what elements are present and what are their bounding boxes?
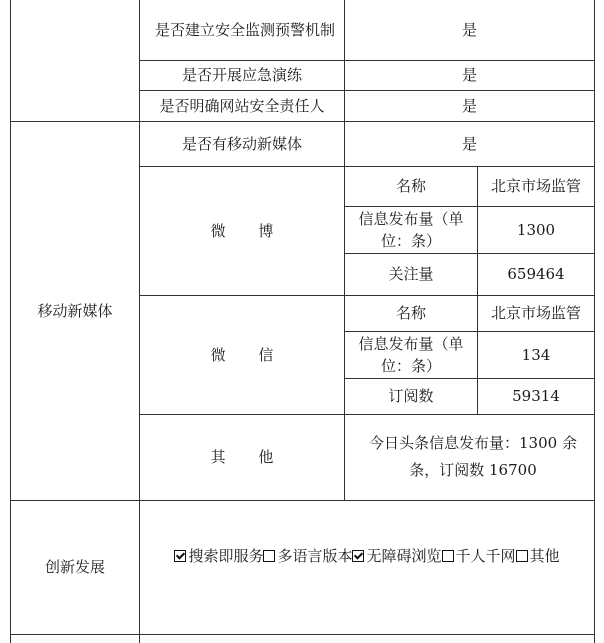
innovation-option[interactable] — [352, 547, 441, 565]
drill-label: 是否开展应急演练 — [181, 66, 302, 84]
weibo-label: 微 博 — [210, 221, 288, 240]
table-border-right — [594, 0, 595, 643]
innovation-options — [140, 500, 594, 612]
weibo-followers-value: 659464 — [507, 265, 565, 283]
wechat-subs-value: 59314 — [512, 387, 560, 405]
wechat-posts-label: 信息发布量（单位：条） — [358, 334, 464, 375]
drill-value: 是 — [461, 66, 477, 84]
innovation-option[interactable] — [442, 547, 516, 565]
wechat-subs-label: 订阅数 — [388, 387, 434, 405]
innovation-option-label: 无障碍浏览 — [366, 547, 442, 565]
weibo-posts-label: 信息发布量（单位：条） — [358, 209, 464, 250]
other-media-label: 其 他 — [210, 448, 288, 466]
unchecked-checkbox-icon[interactable] — [442, 550, 454, 562]
checked-checkbox-icon[interactable] — [174, 550, 186, 562]
weibo-name-value: 北京市场监管 — [490, 177, 581, 195]
weibo-name-label: 名称 — [395, 177, 426, 195]
table-border-bottom — [10, 634, 595, 635]
innovation-option-label: 搜索即服务 — [188, 547, 264, 565]
unchecked-checkbox-icon[interactable] — [263, 550, 275, 562]
weibo-posts-value: 1300 — [516, 220, 556, 239]
weibo-followers-label: 关注量 — [388, 265, 434, 283]
innovation-option[interactable] — [516, 547, 560, 565]
other-media-value: 今日头条信息发布量：1300 余条，订阅数 16700 — [369, 434, 577, 479]
wechat-posts-value: 134 — [521, 345, 551, 364]
monitoring-label: 是否建立安全监测预警机制 — [154, 21, 335, 39]
innovation-option[interactable] — [174, 547, 263, 565]
monitoring-value: 是 — [461, 21, 477, 39]
has-mobile-media-label: 是否有移动新媒体 — [181, 134, 302, 153]
innovation-section-label: 创新发展 — [44, 558, 105, 576]
mobile-media-section-label: 移动新媒体 — [37, 301, 113, 320]
wechat-name-label: 名称 — [395, 304, 426, 322]
innovation-option[interactable] — [263, 547, 352, 565]
unchecked-checkbox-icon[interactable] — [516, 550, 528, 562]
responsible-value: 是 — [461, 96, 477, 115]
innovation-option-label: 多语言版本 — [277, 547, 353, 565]
innovation-option-label: 千人千网 — [455, 547, 516, 565]
wechat-name-value: 北京市场监管 — [490, 304, 581, 322]
checked-checkbox-icon[interactable] — [352, 550, 364, 562]
responsible-label: 是否明确网站安全责任人 — [159, 96, 325, 115]
has-mobile-media-value: 是 — [461, 134, 477, 153]
wechat-label: 微 信 — [210, 345, 288, 364]
innovation-option-label: 其他 — [529, 547, 560, 565]
